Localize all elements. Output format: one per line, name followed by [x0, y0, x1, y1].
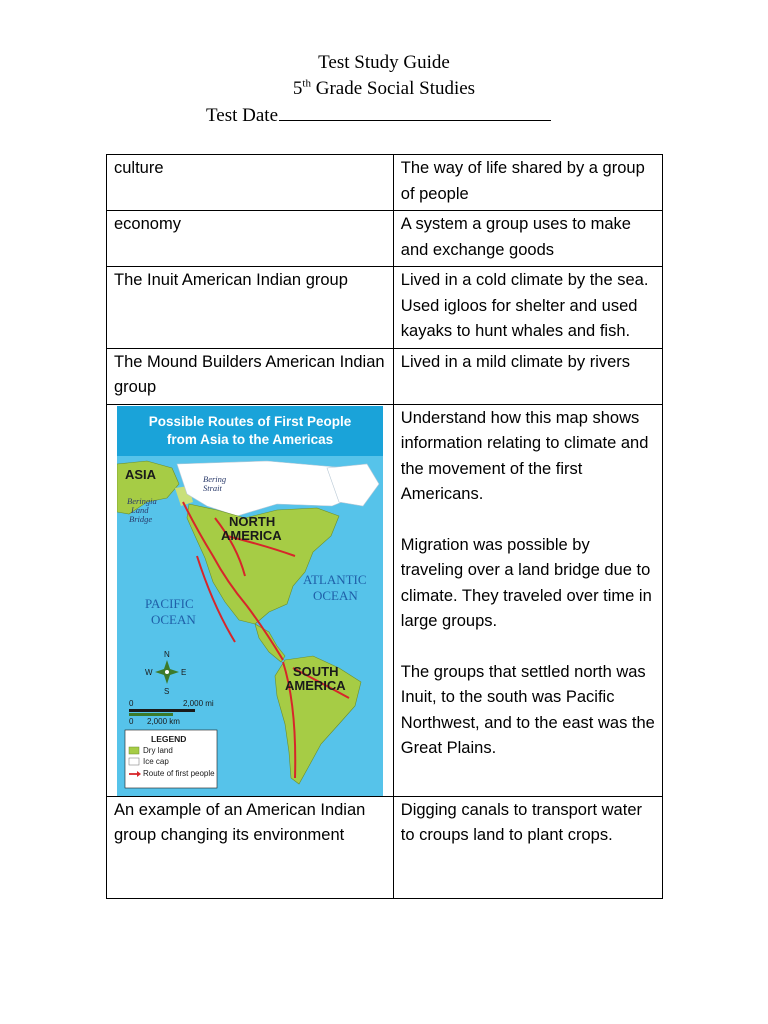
document-header [0, 50, 768, 129]
map-explanation-cell [393, 404, 662, 796]
legend-item-dry-land: Dry land [142, 745, 173, 755]
compass-n: N [163, 649, 170, 659]
map-title-line2: from Asia to the Americas [166, 431, 334, 447]
label-beringia-1: Beringia [126, 495, 157, 506]
migration-map [117, 406, 383, 796]
test-date-label: Test Date [206, 105, 279, 126]
term-cell: The Mound Builders American Indian group [107, 348, 394, 404]
scale-km-bar [129, 713, 173, 716]
label-beringia-3: Bridge [128, 513, 153, 524]
scale-zero-a: 0 [128, 698, 134, 708]
label-beringia-2: Land [130, 504, 149, 515]
definition-cell: The way of life shared by a group of people [393, 155, 662, 211]
table-row [107, 348, 663, 404]
table-row [107, 404, 663, 796]
legend-title: LEGEND [150, 733, 187, 744]
label-south-america-1: SOUTH [292, 663, 339, 679]
definition-cell: Lived in a cold climate by the sea. Used igloos for shelter and used kayaks to hunt whales and fish. [393, 267, 662, 349]
term-cell: An example of an American Indian group changing its environment [107, 796, 394, 898]
definition-cell: A system a group uses to make and exchange goods [393, 211, 662, 267]
definition-cell: Digging canals to transport water to croups land to plant crops. [393, 796, 662, 898]
map-legend [125, 730, 217, 788]
scale-mi-bar [129, 709, 195, 712]
legend-item-route: Route of first people [142, 768, 215, 778]
scale-km: 2,000 km [146, 716, 180, 726]
map-title-line1: Possible Routes of First People [148, 413, 352, 429]
grade-suffix: th [302, 77, 311, 90]
map-paragraph: Migration was possible by traveling over a land bridge due to climate. They traveled over time in large groups. [400, 535, 652, 630]
label-atlantic-2: OCEAN [312, 587, 358, 603]
term-cell: The Inuit American Indian group [107, 267, 394, 349]
map-paragraph: Understand how this map shows information relating to climate and the movement of the first Americans. [400, 408, 649, 503]
compass-s: S [163, 686, 170, 696]
scale-zero-b: 0 [128, 716, 134, 726]
compass-e: E [180, 667, 187, 677]
study-guide-table [106, 154, 663, 899]
definition-cell: Lived in a mild climate by rivers [393, 348, 662, 404]
legend-swatch-dry-land [129, 747, 139, 754]
term-cell: culture [107, 155, 394, 211]
grade-number: 5 [292, 78, 303, 99]
compass-w: W [144, 667, 153, 677]
map-cell [107, 404, 394, 796]
table-row [107, 267, 663, 349]
label-north-america-2: AMERICA [220, 527, 282, 543]
label-pacific-2: OCEAN [150, 611, 196, 627]
test-date-blank [279, 102, 551, 121]
term-cell: economy [107, 211, 394, 267]
legend-item-ice-cap: Ice cap [142, 756, 169, 766]
page-subtitle [0, 76, 768, 102]
subtitle-rest: Grade Social Studies [310, 78, 476, 99]
label-pacific-1: PACIFIC [144, 595, 194, 611]
label-south-america-2: AMERICA [284, 677, 346, 693]
table-row [107, 155, 663, 211]
label-atlantic-1: ATLANTIC [302, 571, 367, 587]
page-title: Test Study Guide [318, 52, 450, 73]
compass-center [165, 670, 169, 674]
label-asia: ASIA [124, 466, 156, 482]
table-row [107, 796, 663, 898]
test-date-row [0, 102, 768, 129]
label-bering-strait-1: Bering [202, 473, 227, 484]
label-bering-strait-2: Strait [202, 482, 222, 493]
table-row [107, 211, 663, 267]
scale-mi: 2,000 mi [182, 698, 214, 708]
map-paragraph: The groups that settled north was Inuit, to the south was Pacific Northwest, and to the east was the Great Plains. [400, 662, 655, 757]
legend-swatch-ice-cap [129, 758, 139, 765]
label-north-america-1: NORTH [228, 513, 276, 529]
